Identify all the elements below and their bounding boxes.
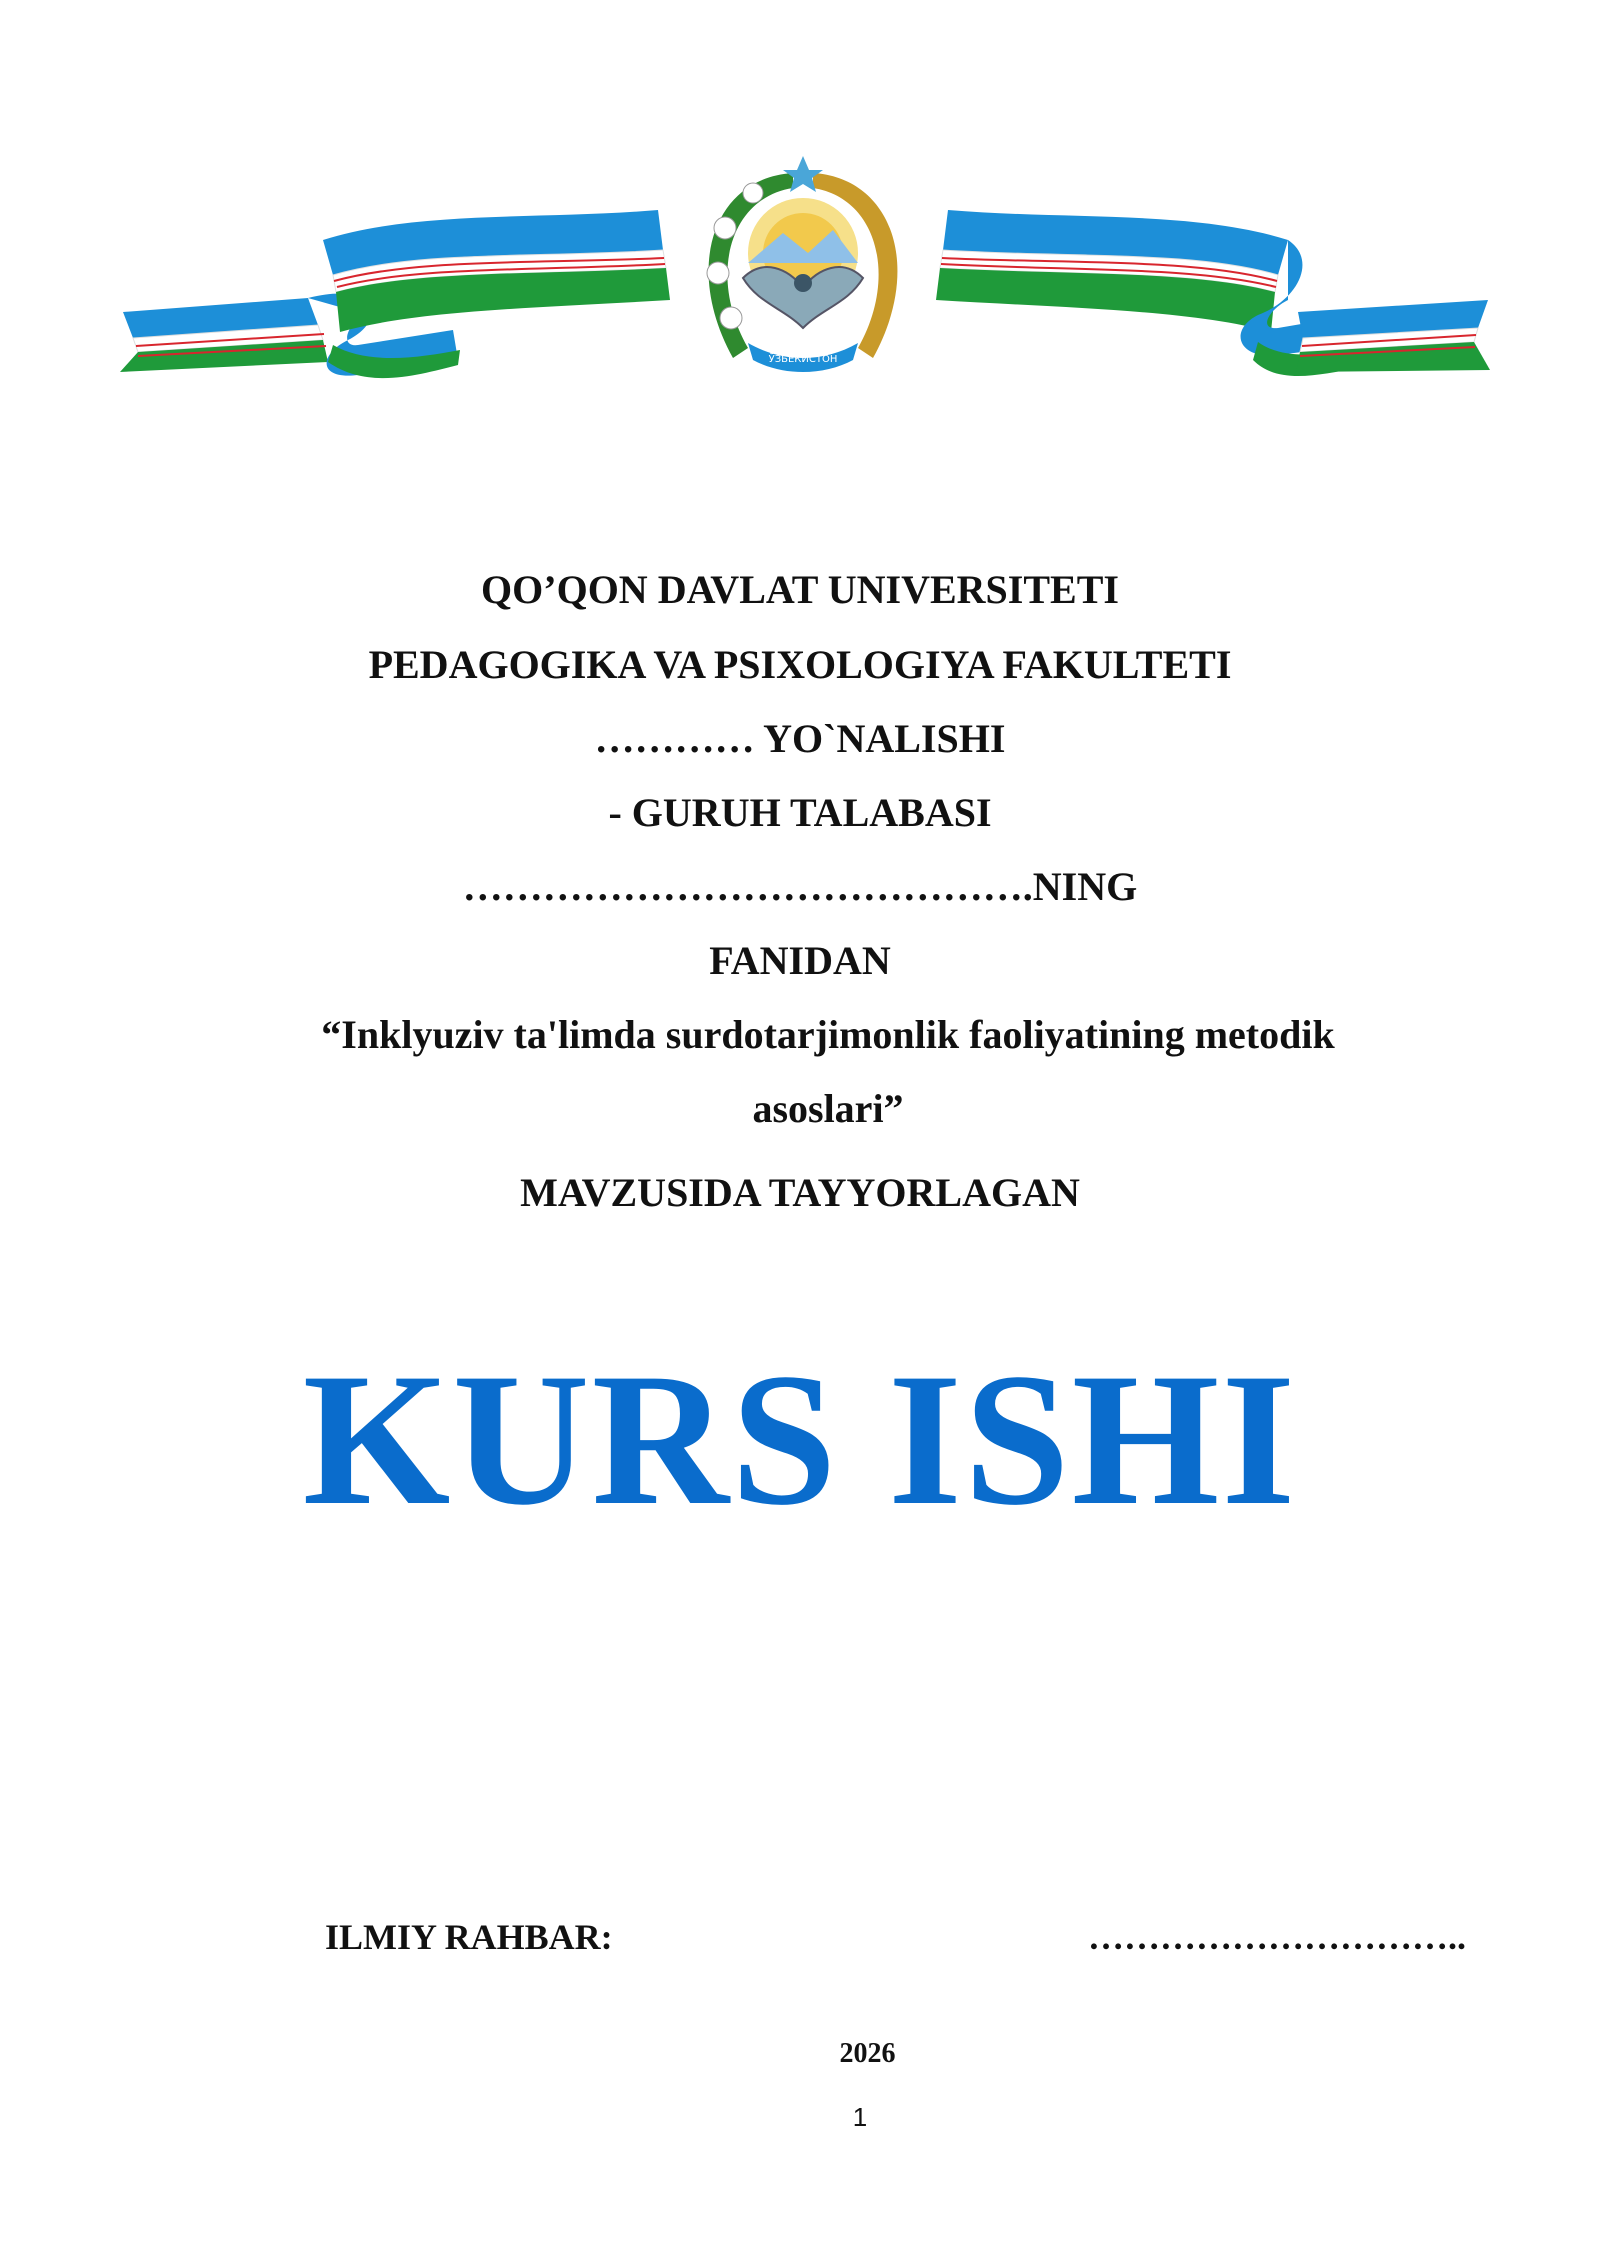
group-line: - GURUH TALABASI — [608, 790, 992, 835]
topic-line-2: asoslari” — [752, 1086, 904, 1131]
supervisor-label: ILMIY RAHBAR: — [325, 1917, 613, 1957]
student-line: …………………………………….NING — [462, 864, 1138, 909]
svg-text:ЎЗБЕКИСТОН: ЎЗБЕКИСТОН — [768, 354, 838, 365]
flag-ribbon-banner — [118, 150, 1493, 390]
topic-line-1: “Inklyuziv ta'limda surdotarjimonlik faoliyatining metodik — [321, 1012, 1335, 1057]
direction-line: ………… YO`NALISHI — [594, 716, 1006, 761]
year: 2026 — [839, 2038, 896, 2069]
page-number: 1 — [852, 2102, 868, 2132]
prepared-line: MAVZUSIDA TAYYORLAGAN — [520, 1170, 1080, 1215]
uzbekistan-state-emblem-icon — [695, 156, 911, 376]
faculty-name: PEDAGOGIKA VA PSIXOLOGIYA FAKULTETI — [368, 642, 1232, 687]
emblem-banner — [118, 150, 1493, 390]
work-type-title: KURS ISHI — [302, 1335, 1298, 1545]
supervisor-value: ………………………….. — [1088, 1917, 1466, 1957]
university-name: QO’QON DAVLAT UNIVERSITETI — [481, 567, 1119, 612]
subject-line: FANIDAN — [709, 938, 891, 983]
